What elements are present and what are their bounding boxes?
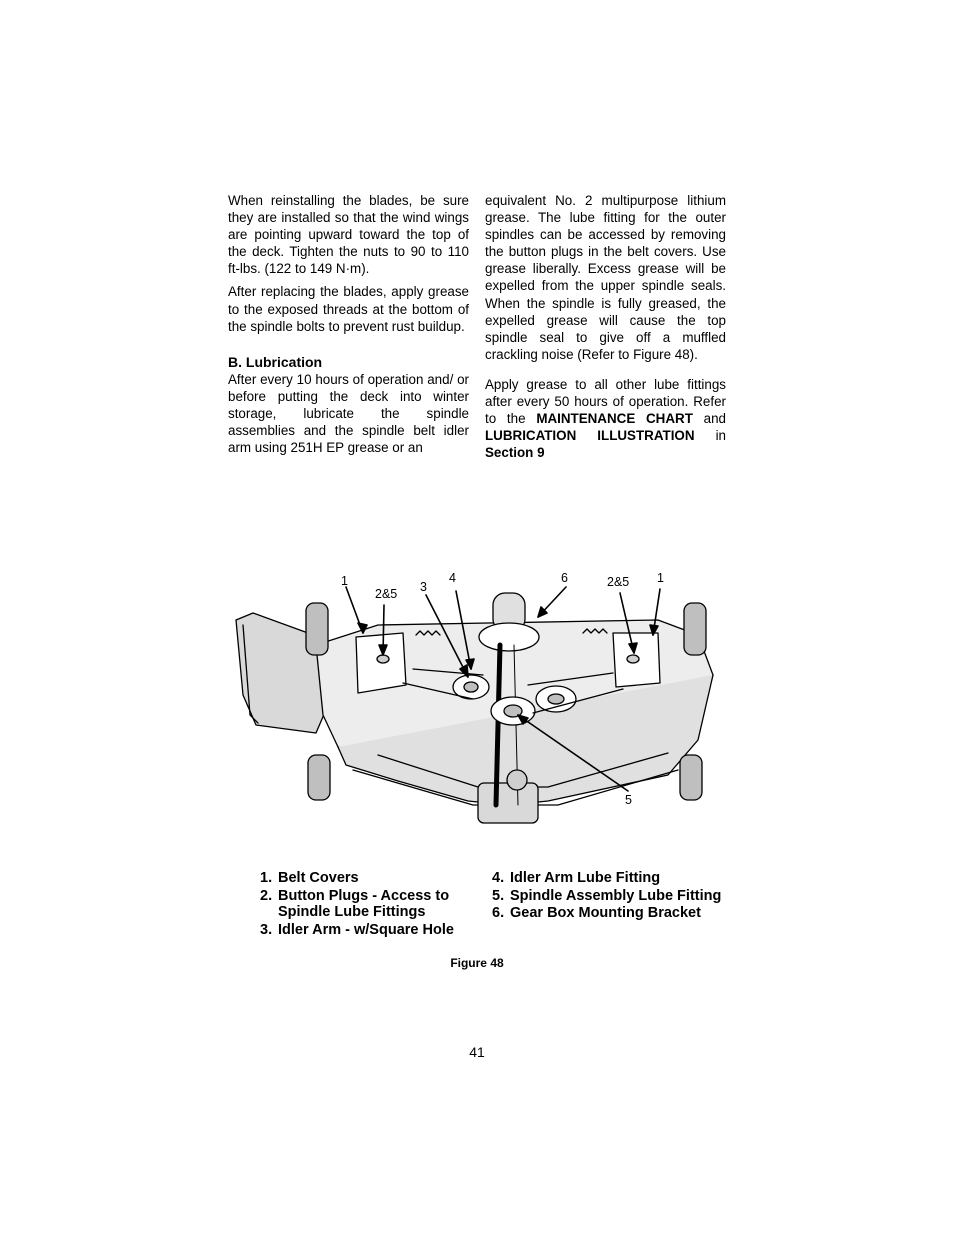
blade-install-paragraph: When reinstalling the blades, be sure they are installed so that the wind wings are pointing upward toward the top of the deck. Tighten the nuts to 90 to 110 ft-lbs. (122 to 149 N·m). xyxy=(228,193,469,277)
section-9-ref: Section 9 xyxy=(485,445,545,461)
callout-3: 3 xyxy=(420,580,427,594)
legend-item: 2. Button Plugs - Access to Spindle Lube Fittings xyxy=(260,888,485,921)
right-belt-cover xyxy=(613,633,660,687)
front-bumper xyxy=(478,783,538,823)
mower-deck-figure xyxy=(228,565,728,845)
callout-5: 5 xyxy=(625,793,632,807)
legend-item: 1. Belt Covers xyxy=(260,870,485,887)
lubrication-paragraph: After every 10 hours of operation and/ or before putting the deck into winter storage, lubricate the spindle assemblies and the spindle belt idler arm using 251H EP grease or an xyxy=(228,371,469,456)
legend-gear-box-bracket: Gear Box Mounting Bracket xyxy=(510,905,701,921)
legend-idler-arm-lube-fitting: Idler Arm Lube Fitting xyxy=(510,870,661,886)
callout-4: 4 xyxy=(449,571,456,585)
page-number: 41 xyxy=(469,1044,485,1060)
maintenance-chart-ref: MAINTENANCE CHART xyxy=(536,411,693,427)
legend-belt-covers: Belt Covers xyxy=(278,870,359,886)
legend-item: 5. Spindle Assembly Lube Fitting xyxy=(492,888,727,905)
callout-1-right: 1 xyxy=(657,571,664,585)
right-text-column xyxy=(485,192,726,467)
legend-button-plugs: Button Plugs - Access to Spindle Lube Fittings xyxy=(278,887,450,920)
left-text-column xyxy=(228,192,469,462)
mower-deck-illustration xyxy=(228,565,728,845)
legend-idler-arm: Idler Arm - w/Square Hole xyxy=(278,921,454,938)
legend-item: 4. Idler Arm Lube Fitting xyxy=(492,870,727,887)
callout-1-left: 1 xyxy=(341,574,348,588)
legend-spindle-lube-fitting: Spindle Assembly Lube Fitting xyxy=(510,887,722,904)
grease-description-paragraph: equivalent No. 2 multipurpose lithium grease. The lube fitting for the outer spindles can be accessed by removing the button plugs in the belt covers. Use grease liberally. Excess grease will be expelled from the upper spindle seals. When the spindle is fully greased, the expelled grease will cause the top spindle seal to give off a muffled crackling noise (Refer to Figure 48). xyxy=(485,193,726,362)
callout-6: 6 xyxy=(561,571,568,585)
lubrication-heading: B. Lubrication xyxy=(228,353,323,370)
left-belt-cover xyxy=(356,633,406,693)
blade-grease-paragraph: After replacing the blades, apply grease to the exposed threads at the bottom of the spindle bolts to prevent rust buildup. xyxy=(228,284,469,334)
figure-legend-left xyxy=(260,870,485,939)
callout-2-5-right: 2&5 xyxy=(607,575,630,589)
lube-fittings-paragraph: Apply grease to all other lube fittings after every 50 hours of operation. Refer to the MAINTENANCE CHART and LUBRICATION ILLUSTRATION in Section 9 xyxy=(485,376,726,461)
figure-legend-right xyxy=(492,870,727,923)
lubrication-illustration-ref: LUBRICATION ILLUSTRATION xyxy=(485,428,695,444)
legend-item: 6. Gear Box Mounting Bracket xyxy=(492,905,727,922)
legend-item: 3. Idler Arm - w/Square Hole xyxy=(260,922,485,939)
figure-caption: Figure 48 xyxy=(450,956,504,970)
callout-2-5-left: 2&5 xyxy=(375,587,398,601)
